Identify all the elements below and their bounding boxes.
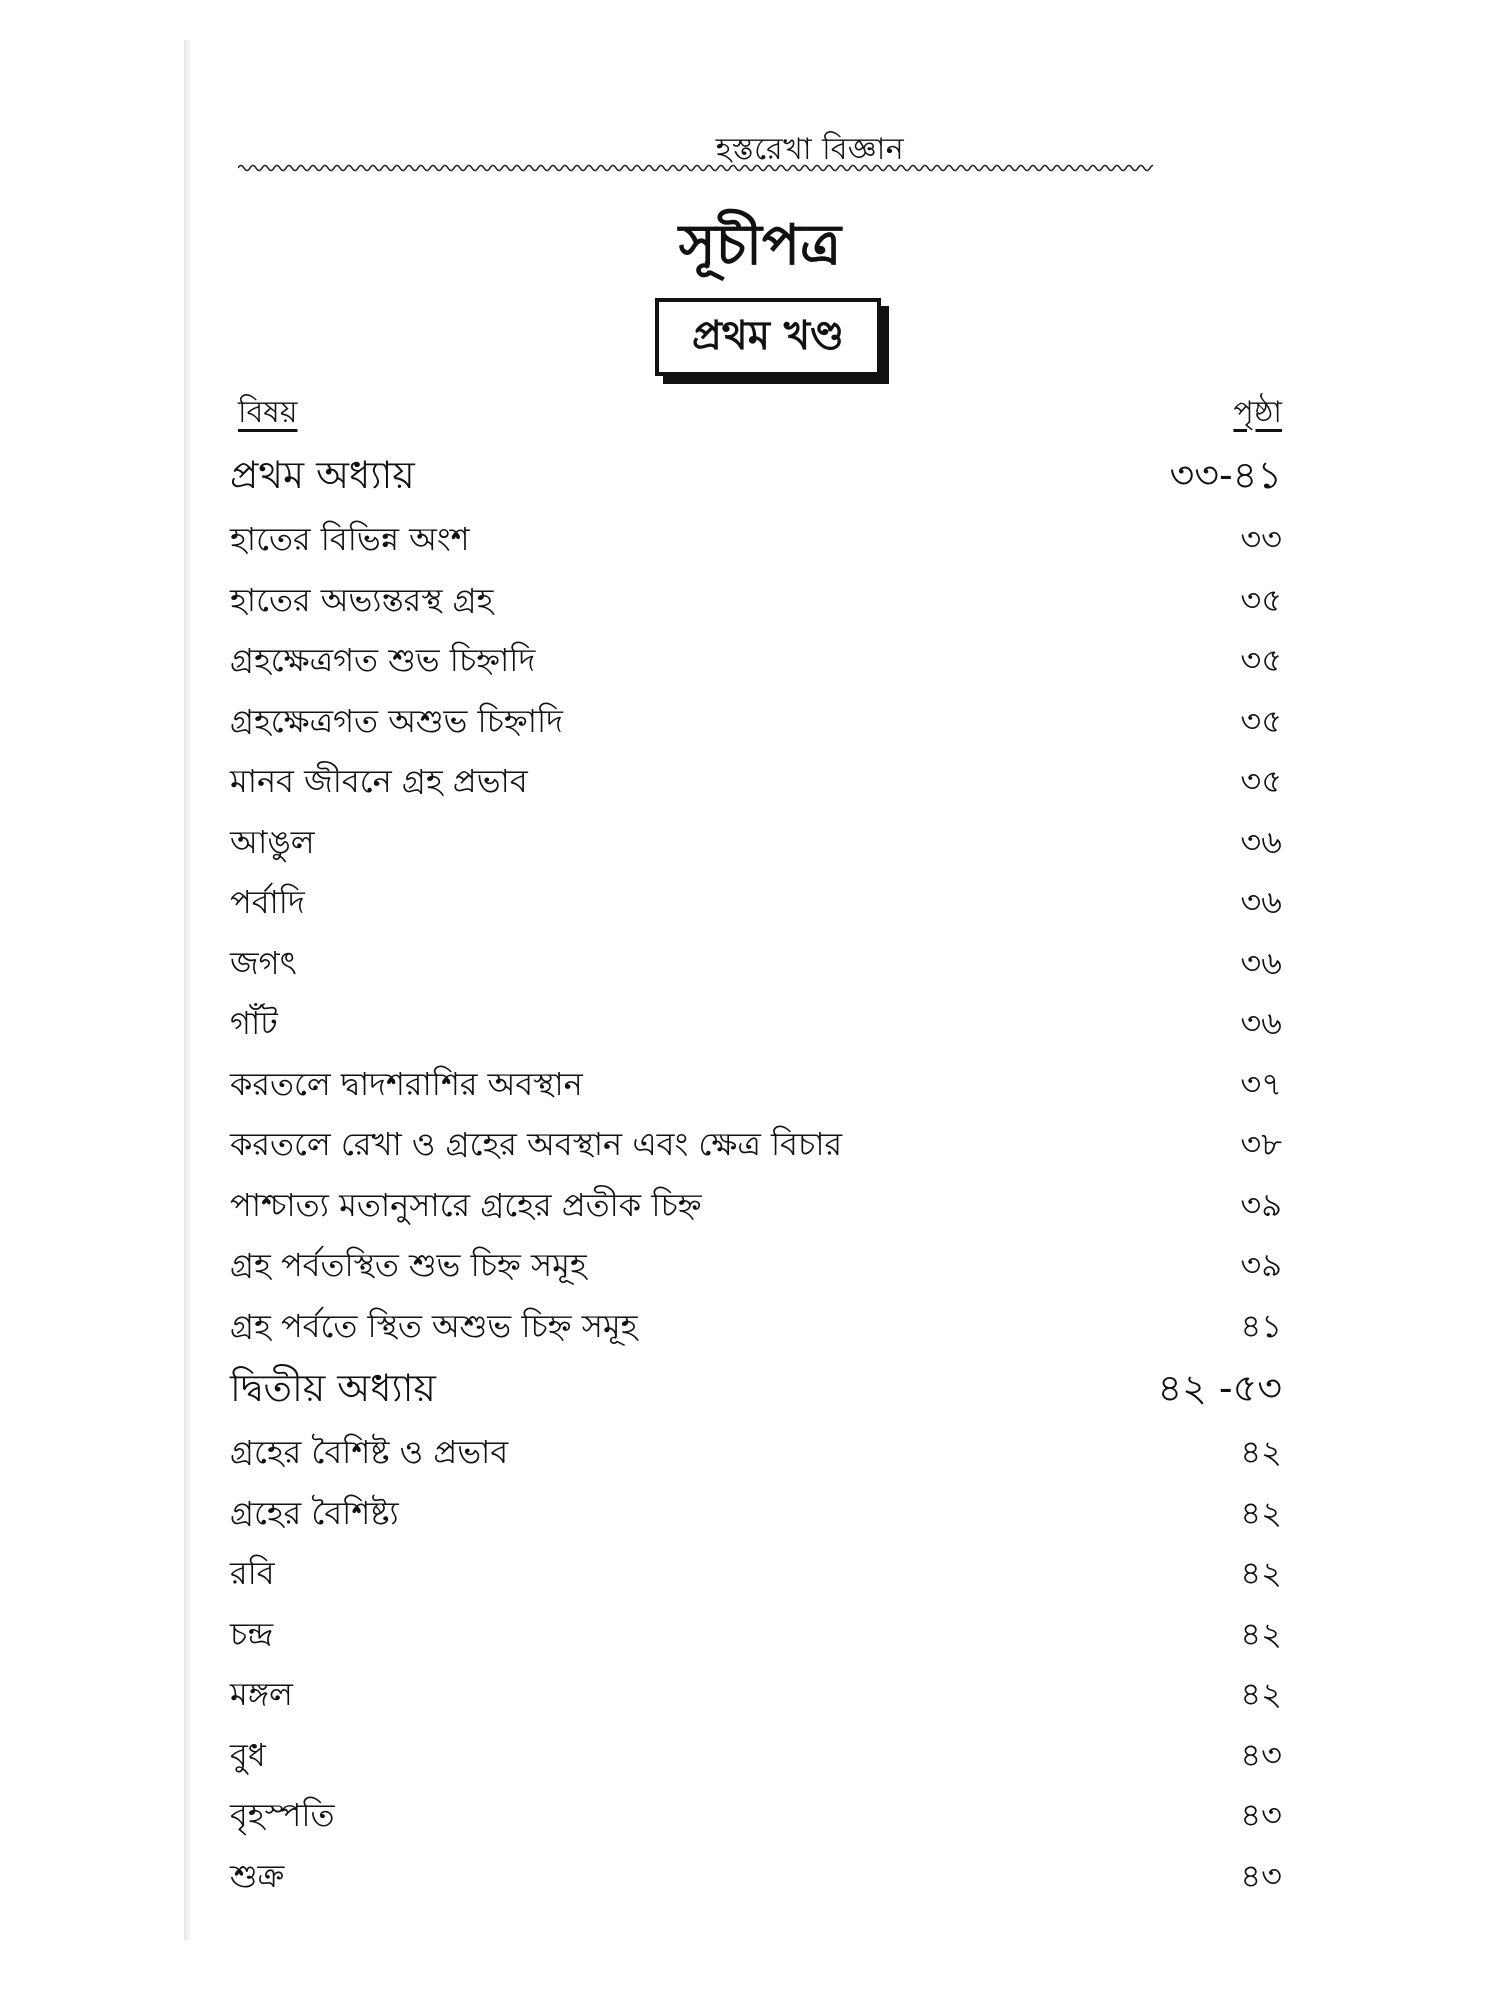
toc-page-number: ৪৩ — [1240, 1856, 1282, 1895]
toc-topic: পর্বাদি — [230, 883, 305, 922]
toc-row — [230, 814, 1282, 875]
toc-row — [230, 1787, 1282, 1848]
toc-row — [230, 1666, 1282, 1727]
toc-topic: জগৎ — [230, 943, 297, 982]
toc-page-number: ৩৫ — [1240, 641, 1282, 680]
toc-topic: করতলে রেখা ও গ্রহের অবস্থান এবং ক্ষেত্র বিচার — [230, 1125, 843, 1164]
column-header-page: পৃষ্ঠা — [1233, 395, 1282, 430]
toc-row — [230, 1116, 1282, 1177]
toc-topic: গাঁট — [230, 1004, 278, 1043]
toc-page-number: ৩৯ — [1240, 1246, 1282, 1285]
running-head: হস্তরেখা বিজ্ঞান — [715, 132, 905, 167]
toc-row — [230, 632, 1282, 693]
toc-row — [230, 1358, 1282, 1424]
toc-row — [230, 1298, 1282, 1359]
toc-page-number: ৩৯ — [1240, 1185, 1282, 1224]
toc-row — [230, 1177, 1282, 1238]
toc-page-number: ৩৬ — [1240, 822, 1282, 861]
toc-page-number: ৩৫ — [1240, 580, 1282, 619]
toc-page-number: ৪২ — [1240, 1493, 1282, 1532]
toc-topic: বুধ — [230, 1735, 266, 1774]
toc-topic: গ্রহ পর্বতে স্থিত অশুভ চিহ্ন সমূহ — [230, 1306, 638, 1345]
toc-topic: মঙ্গল — [230, 1675, 293, 1714]
toc-topic: গ্রহক্ষেত্রগত অশুভ চিহ্নাদি — [230, 701, 563, 740]
toc-row — [230, 1056, 1282, 1117]
page-gutter-shadow — [184, 40, 192, 1940]
toc-row — [230, 935, 1282, 996]
toc-page-number: ৪৩ — [1240, 1796, 1282, 1835]
toc-topic: হাতের বিভিন্ন অংশ — [230, 520, 470, 559]
toc-page-number: ৪১ — [1240, 1306, 1282, 1345]
toc-page-number: ৪২ — [1240, 1433, 1282, 1472]
toc-page-number: ৩৩-৪১ — [1169, 453, 1282, 497]
toc-row — [230, 1848, 1282, 1909]
toc-row — [230, 995, 1282, 1056]
toc-row — [230, 1237, 1282, 1298]
toc-row — [230, 445, 1282, 511]
toc-page-number: ৪২ -৫৩ — [1157, 1366, 1282, 1410]
toc-page-number: ৪২ — [1240, 1554, 1282, 1593]
wavy-rule-divider — [238, 162, 1153, 174]
toc-topic: প্রথম অধ্যায় — [230, 453, 415, 497]
toc-page-number: ৩৩ — [1240, 520, 1282, 559]
toc-row — [230, 572, 1282, 633]
toc-row — [230, 511, 1282, 572]
toc-page-number: ৩৬ — [1240, 1004, 1282, 1043]
column-header-subject: বিষয় — [238, 395, 298, 430]
toc-row — [230, 1606, 1282, 1667]
toc-topic: গ্রহ পর্বতস্থিত শুভ চিহ্ন সমূহ — [230, 1246, 587, 1285]
toc-page-number: ৩৬ — [1240, 943, 1282, 982]
toc-topic: শুক্র — [230, 1856, 285, 1895]
toc-page-number: ৩৭ — [1240, 1064, 1282, 1103]
toc-topic: গ্রহক্ষেত্রগত শুভ চিহ্নাদি — [230, 641, 536, 680]
section-label: প্রথম খণ্ড — [691, 312, 845, 359]
toc-page-number: ৪২ — [1240, 1614, 1282, 1653]
toc-topic: দ্বিতীয় অধ্যায় — [230, 1366, 436, 1410]
toc-topic: গ্রহের বৈশিষ্ট্য — [230, 1493, 399, 1532]
table-of-contents — [230, 445, 1282, 1908]
toc-topic: করতলে দ্বাদশরাশির অবস্থান — [230, 1064, 583, 1103]
toc-row — [230, 753, 1282, 814]
toc-topic: মানব জীবনে গ্রহ প্রভাব — [230, 762, 528, 801]
toc-page-number: ৪২ — [1240, 1675, 1282, 1714]
toc-page-number: ৩৮ — [1240, 1125, 1282, 1164]
toc-row — [230, 1424, 1282, 1485]
toc-topic: গ্রহের বৈশিষ্ট ও প্রভাব — [230, 1433, 509, 1472]
page-title: সূচীপত্র — [678, 213, 842, 278]
toc-topic: পাশ্চাত্য মতানুসারে গ্রহের প্রতীক চিহ্ন — [230, 1185, 702, 1224]
toc-row — [230, 874, 1282, 935]
toc-topic: আঙুল — [230, 822, 315, 861]
toc-topic: রবি — [230, 1554, 275, 1593]
section-label-box — [655, 298, 881, 376]
toc-topic: হাতের অভ্যন্তরস্থ গ্রহ — [230, 580, 494, 619]
toc-page-number: ৩৫ — [1240, 701, 1282, 740]
toc-row — [230, 1545, 1282, 1606]
toc-topic: চন্দ্র — [230, 1614, 274, 1653]
toc-topic: বৃহস্পতি — [230, 1796, 335, 1835]
toc-page-number: ৪৩ — [1240, 1735, 1282, 1774]
toc-row — [230, 1485, 1282, 1546]
toc-row — [230, 1727, 1282, 1788]
toc-page-number: ৩৬ — [1240, 883, 1282, 922]
toc-row — [230, 693, 1282, 754]
toc-page-number: ৩৫ — [1240, 762, 1282, 801]
